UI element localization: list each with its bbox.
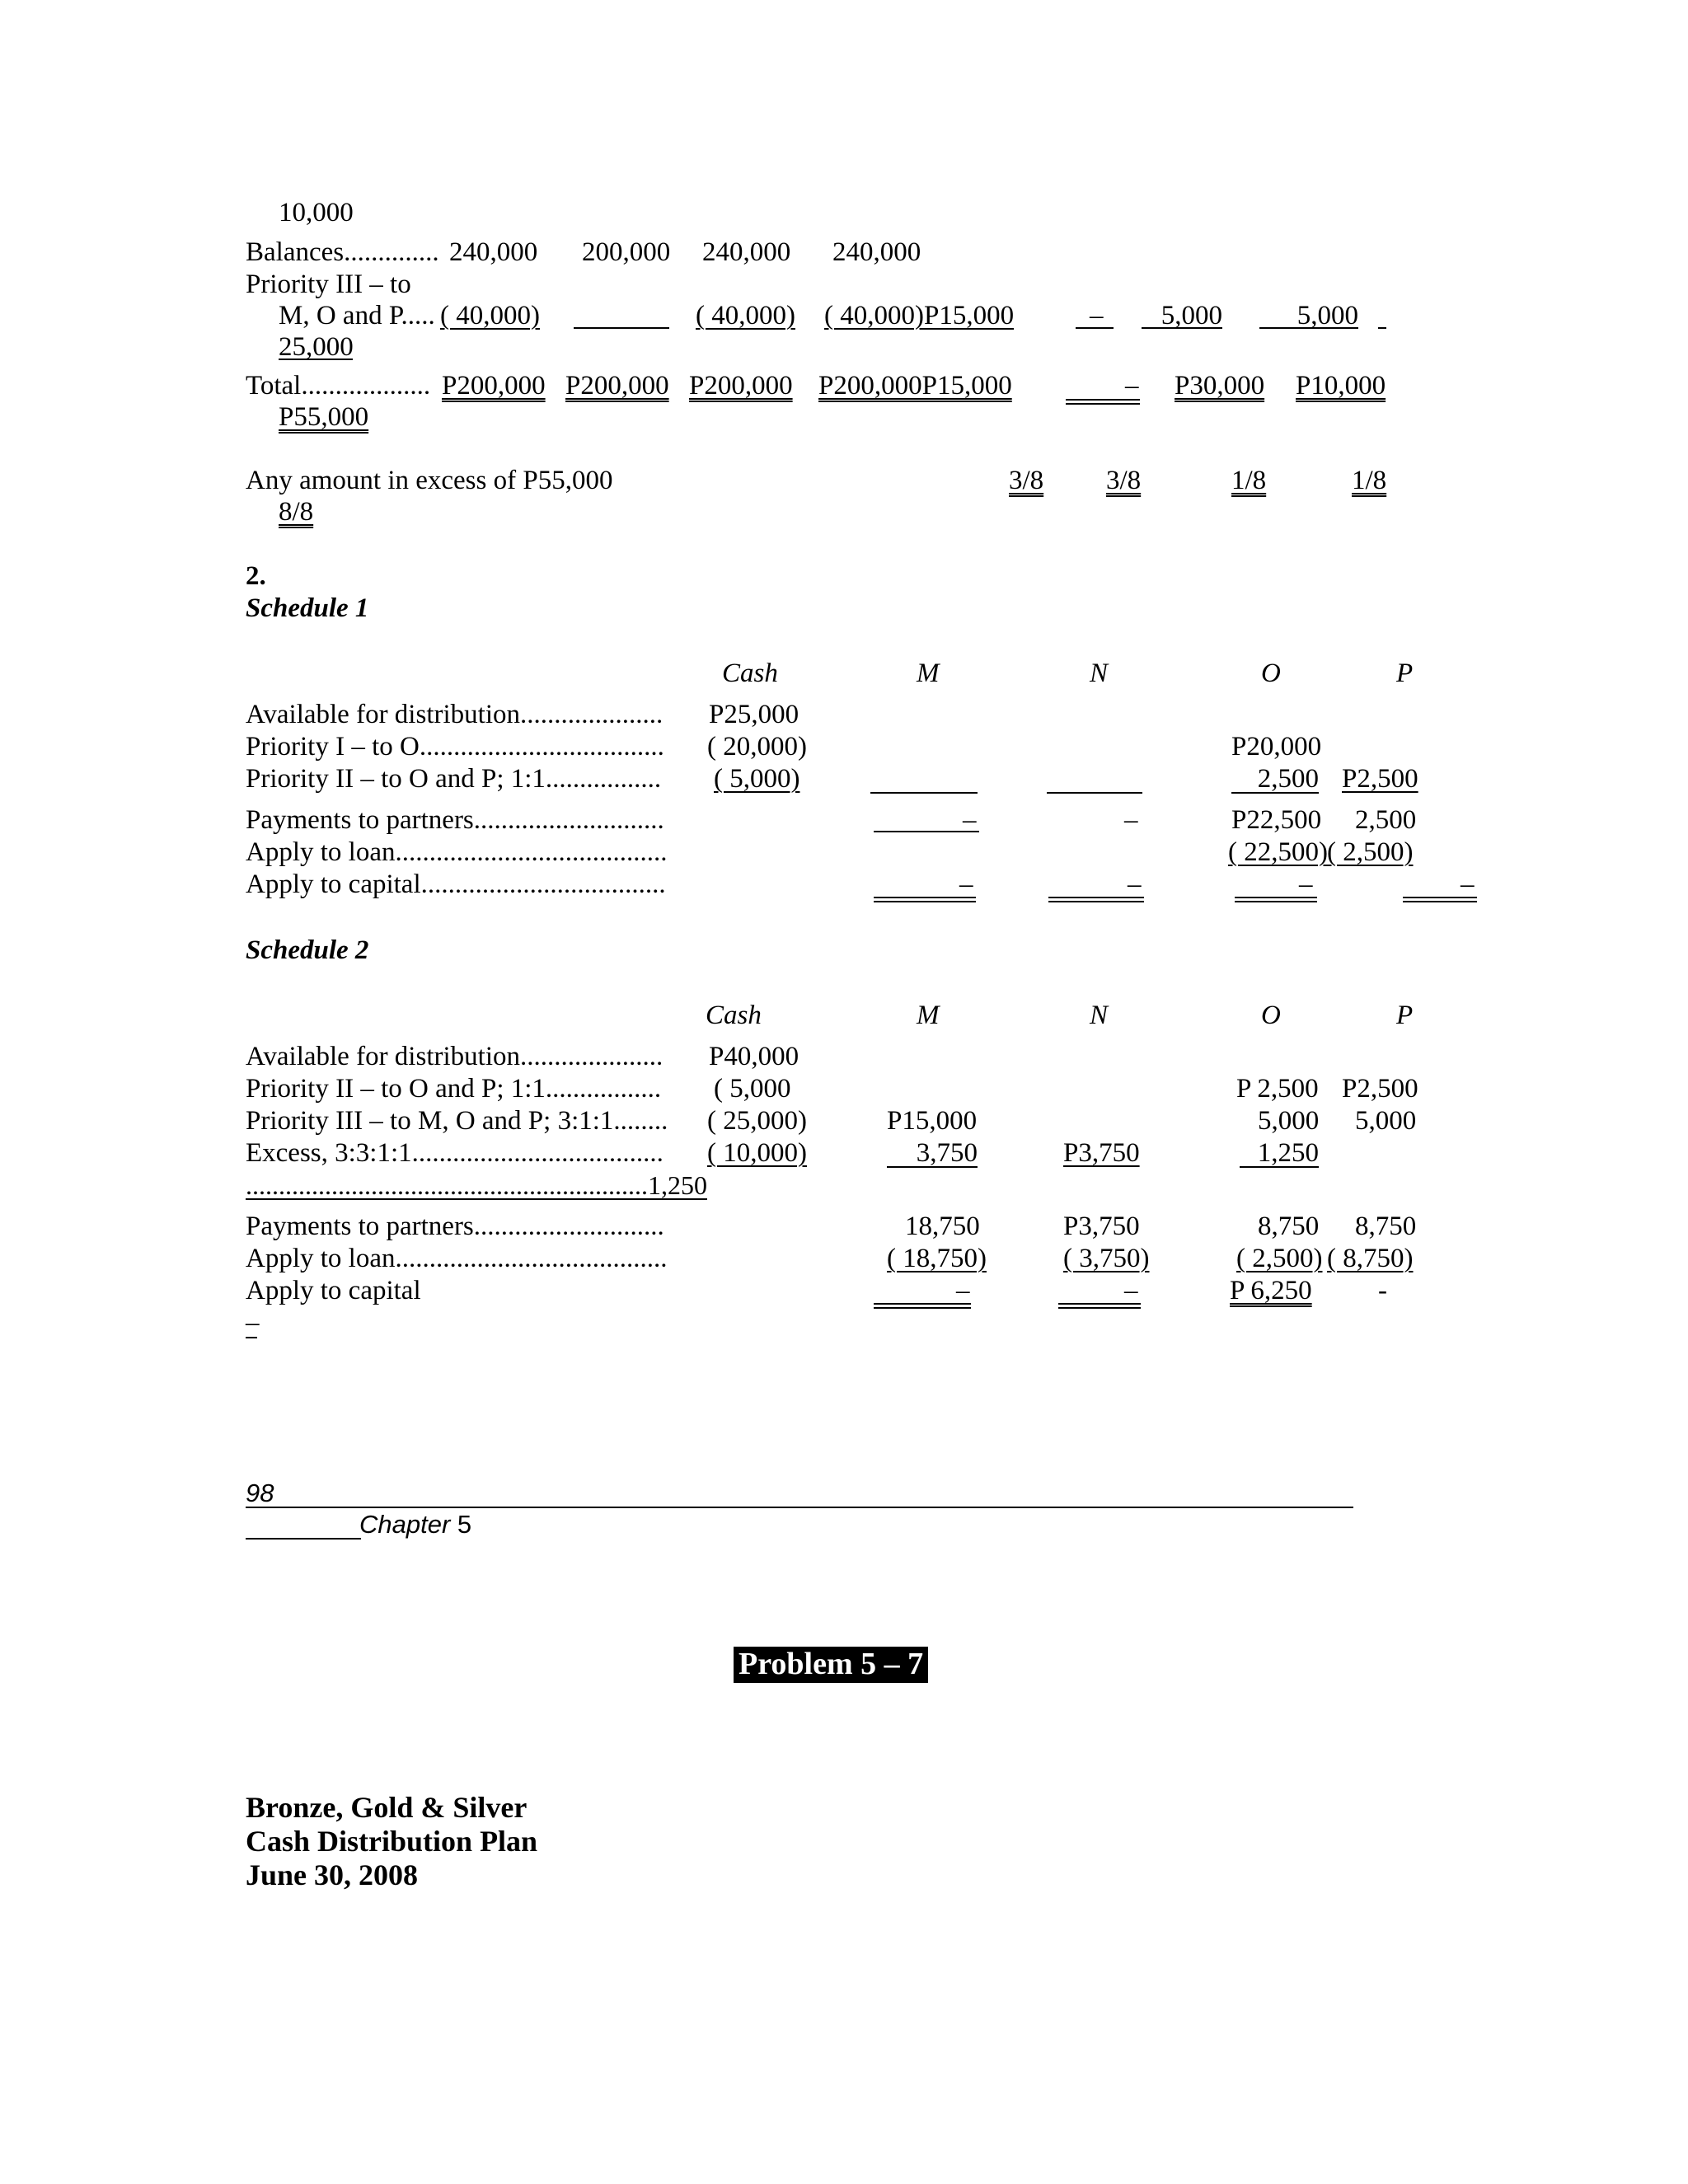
s2-priority2-o: P 2,500 (1236, 1074, 1319, 1104)
s2-capital-p: - (1378, 1276, 1387, 1305)
excess-o: 1/8 (1231, 466, 1267, 495)
col-header-m: M (917, 1001, 940, 1030)
priority3-dash: – (1090, 301, 1104, 330)
s1-loan-o: ( 22,500) (1228, 837, 1328, 867)
s2-payments-n: P3,750 (1063, 1212, 1140, 1241)
chapter-word: Chapter (359, 1510, 451, 1539)
total-p: P10,000 (1296, 371, 1386, 401)
trailing-underline (246, 1337, 257, 1338)
total-col1: P200,000 (442, 371, 546, 401)
priority3-col1: ( 40,000) (440, 301, 540, 330)
total-col2: P200,000 (565, 371, 669, 401)
s1-priority1-cash: ( 20,000) (707, 732, 807, 762)
s2-available-cash: P40,000 (709, 1042, 799, 1071)
footer-rule (246, 1507, 1353, 1508)
s2-excess-continuation: .............................................................1,250 (246, 1170, 707, 1200)
s2-priority3-label: Priority III – to M, O and P; 3:1:1........ (246, 1106, 668, 1136)
excess-p: 1/8 (1352, 466, 1387, 495)
col-header-n: N (1090, 658, 1109, 688)
schedule-1-title: Schedule 1 (246, 593, 369, 623)
total-col3: P200,000 (689, 371, 793, 401)
priority3-o: 5,000 (1160, 301, 1222, 330)
balances-label: Balances.............. (246, 237, 439, 267)
s1-priority2-label: Priority II – to O and P; 1:1................. (246, 764, 662, 794)
s1-payments-o: P22,500 (1231, 805, 1322, 835)
total-label: Total................... (246, 371, 431, 401)
s2-loan-o: ( 2,500) (1236, 1244, 1323, 1273)
s2-excess-o: 1,250 (1257, 1138, 1319, 1168)
blank-underline (870, 792, 978, 794)
s2-priority2-cash: ( 5,000 (714, 1074, 791, 1104)
total-o: P30,000 (1175, 371, 1265, 401)
col-header-o: O (1261, 1001, 1281, 1030)
excess-m: 3/8 (1009, 466, 1044, 495)
s2-available-label: Available for distribution..................... (246, 1042, 663, 1071)
total-sum: P55,000 (279, 402, 369, 432)
s1-payments-m: – (963, 805, 977, 835)
s2-priority3-p: 5,000 (1355, 1106, 1417, 1136)
s1-capital-p: – (1461, 869, 1475, 899)
balances-col1: 240,000 (449, 237, 538, 267)
excess-total: 8/8 (279, 497, 314, 527)
heading-line-2: Cash Distribution Plan (246, 1825, 538, 1858)
priority3-col4: ( 40,000)P15,000 (824, 301, 1015, 330)
s2-priority3-cash: ( 25,000) (707, 1106, 807, 1136)
schedule-2-title: Schedule 2 (246, 935, 369, 965)
heading-line-3: June 30, 2008 (246, 1858, 419, 1891)
s1-priority1-label: Priority I – to O.................................... (246, 732, 664, 762)
balances-col2: 200,000 (582, 237, 671, 267)
s1-loan-label: Apply to loan........................................ (246, 837, 668, 867)
priority3-label: M, O and P..... (279, 301, 435, 330)
section-number: 2. (246, 561, 266, 591)
s1-capital-label: Apply to capital.................................... (246, 869, 666, 899)
s1-payments-n: – (1124, 805, 1138, 835)
s1-priority1-o: P20,000 (1231, 732, 1322, 762)
col-header-cash: Cash (706, 1001, 762, 1030)
s2-loan-label: Apply to loan........................................ (246, 1244, 668, 1273)
blank-underline (1378, 327, 1386, 329)
s2-loan-p: ( 8,750) (1327, 1244, 1414, 1273)
s2-excess-m: 3,750 (916, 1138, 978, 1168)
chapter-number: 5 (457, 1510, 472, 1539)
chapter-label (359, 1511, 471, 1537)
s2-payments-o: 8,750 (1258, 1212, 1320, 1241)
page-number: 98 (246, 1479, 274, 1507)
s2-capital-m: – (956, 1276, 970, 1305)
s2-loan-m: ( 18,750) (887, 1244, 987, 1273)
priority3-p: 5,000 (1296, 301, 1358, 330)
problem-badge: Problem 5 – 7 (734, 1647, 928, 1683)
s1-capital-m: – (959, 869, 973, 899)
s2-payments-label: Payments to partners............................ (246, 1212, 664, 1241)
balances-col4: 240,000 (832, 237, 921, 267)
s1-loan-p: ( 2,500) (1327, 837, 1414, 867)
s2-capital-trailing-dash: – (246, 1308, 260, 1338)
total-dash: – (1125, 371, 1139, 401)
s1-payments-p: 2,500 (1355, 805, 1417, 835)
excess-label: Any amount in excess of P55,000 (246, 466, 613, 495)
s1-capital-o: – (1299, 869, 1313, 899)
s1-available-label: Available for distribution..................... (246, 700, 663, 729)
col-header-m: M (917, 658, 940, 688)
total-col4: P200,000P15,000 (818, 371, 1012, 401)
s1-priority2-cash: ( 5,000) (714, 764, 800, 794)
s2-priority2-label: Priority II – to O and P; 1:1................. (246, 1074, 662, 1104)
col-header-cash: Cash (722, 658, 778, 688)
s2-payments-p: 8,750 (1355, 1212, 1417, 1241)
s2-priority3-o: 5,000 (1258, 1106, 1320, 1136)
s1-priority2-p: P2,500 (1342, 764, 1418, 794)
s2-payments-m: 18,750 (905, 1212, 980, 1241)
s2-priority3-m: P15,000 (887, 1106, 978, 1136)
s2-capital-n: – (1124, 1276, 1138, 1305)
s2-loan-n: ( 3,750) (1063, 1244, 1150, 1273)
blank-underline (574, 327, 669, 329)
s1-capital-n: – (1128, 869, 1142, 899)
s2-priority2-p: P2,500 (1342, 1074, 1418, 1104)
heading-line-1: Bronze, Gold & Silver (246, 1791, 528, 1824)
footer-rule-short (246, 1538, 361, 1540)
blank-underline (1047, 792, 1142, 794)
col-header-p: P (1396, 658, 1414, 688)
priority3-col3: ( 40,000) (696, 301, 795, 330)
priority3-total: 25,000 (279, 332, 354, 362)
carry-value: 10,000 (279, 198, 354, 227)
s2-excess-n: P3,750 (1063, 1138, 1140, 1168)
s2-excess-cash: ( 10,000) (707, 1138, 807, 1168)
col-header-n: N (1090, 1001, 1109, 1030)
col-header-p: P (1396, 1001, 1414, 1030)
priority3-label-line1: Priority III – to (246, 269, 411, 299)
balances-col3: 240,000 (702, 237, 791, 267)
s1-payments-label: Payments to partners............................ (246, 805, 664, 835)
s1-priority2-o: 2,500 (1257, 764, 1319, 794)
s2-capital-label: Apply to capital (246, 1276, 421, 1305)
s1-available-cash: P25,000 (709, 700, 799, 729)
s2-excess-label: Excess, 3:3:1:1..................................... (246, 1138, 663, 1168)
excess-n: 3/8 (1106, 466, 1142, 495)
s2-capital-o: P 6,250 (1230, 1276, 1312, 1305)
col-header-o: O (1261, 658, 1281, 688)
